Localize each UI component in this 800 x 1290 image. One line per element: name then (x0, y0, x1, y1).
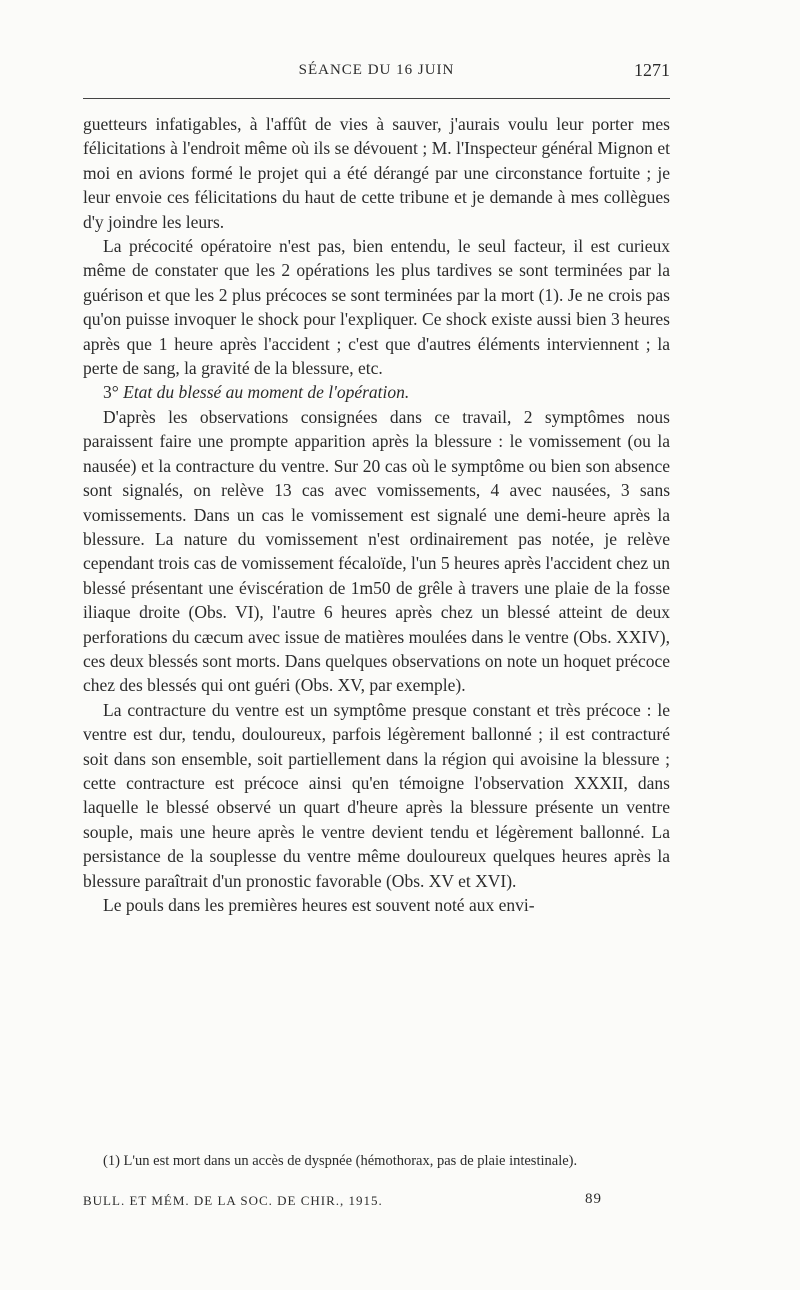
signature-mark: 89 (585, 1191, 602, 1207)
section-number: 3° (103, 382, 119, 403)
paragraph-4: La contracture du ventre est un symptôme presque constant et très précoce : le ventre est dur, tendu, douloureux, parfois légèrement ballonné ; il est contracturé soit dans son ensemble, soit partiellement dans la région qui avoisine la blessure ; cette contracture est précoce ainsi qu'en témoigne l'observation XXXII, dans laquelle le blessé observé un quart d'heure après la blessure présente un ventre souple, mais une heure après le ventre devient tendu et légèrement ballonné. La persistance de la souplesse du ventre même douloureux quelques heures après la blessure paraîtrait d'un pronostic favorable (Obs. XV et XVI). (83, 699, 670, 891)
section-heading (83, 380, 670, 404)
footnote (83, 1152, 670, 1172)
paragraph-5: Le pouls dans les premières heures est souvent noté aux envi- (103, 895, 535, 915)
section-title: Etat du blessé au moment de l'opération. (123, 382, 410, 403)
page-footer (83, 1191, 670, 1213)
header-rule (83, 98, 670, 99)
running-header (83, 58, 670, 88)
header-title: SÉANCE DU 16 JUIN (298, 62, 455, 78)
page-number: 1271 (634, 60, 670, 80)
paragraph-3: D'après les observations consignées dans ce travail, 2 symptômes nous paraissent faire une prompte apparition après la blessure : le vomissement (ou la nausée) et la contracture du ventre. Sur 20 cas où le symptôme ou bien son absence sont signalés, on relève 13 cas avec vomissements, 4 avec nausées, 3 sans vomissements. Dans un cas le vomissement est signalé une demi-heure après la blessure. La nature du vomissement n'est ordinairement pas notée, je relève cependant trois cas de vomissement fécaloïde, l'un 5 heures après l'accident chez un blessé présentant une éviscération de 1m50 de grêle à travers une plaie de la fosse iliaque droite (Obs. VI), l'autre 6 heures après chez un blessé atteint de deux perforations du cæcum avec issue de matières moulées dans le ventre (Obs. XXIV), ces deux blessés sont morts. Dans quelques observations on note un hoquet précoce chez des blessés qui ont guéri (Obs. XV, par exemple). (83, 406, 670, 696)
paragraph-1: guetteurs infatigables, à l'affût de vies à sauver, j'aurais voulu leur porter mes félicitations à l'endroit même où ils se dévouent ; M. l'Inspecteur général Mignon et moi en avions formé le projet qui a été dérangé par une circonstance fortuite ; je leur envoie ces félicitations du haut de cette tribune et je demande à mes collègues d'y joindre les leurs. (83, 114, 670, 232)
body-text (83, 112, 670, 917)
footnote-text: (1) L'un est mort dans un accès de dyspnée (hémothorax, pas de plaie intestinale). (103, 1153, 578, 1169)
journal-reference: BULL. ET MÉM. DE LA SOC. DE CHIR., 1915. (83, 1193, 383, 1208)
paragraph-2: La précocité opératoire n'est pas, bien entendu, le seul facteur, il est curieux même de constater que les 2 opérations les plus tardives se sont terminées par la guérison et que les 2 plus précoces se sont terminées par la mort (1). Je ne crois pas qu'on puisse invoquer le shock pour l'expliquer. Ce shock existe aussi bien 3 heures après que 1 heure après l'accident ; c'est que d'autres éléments interviennent ; la perte de sang, la gravité de la blessure, etc. (83, 236, 670, 379)
